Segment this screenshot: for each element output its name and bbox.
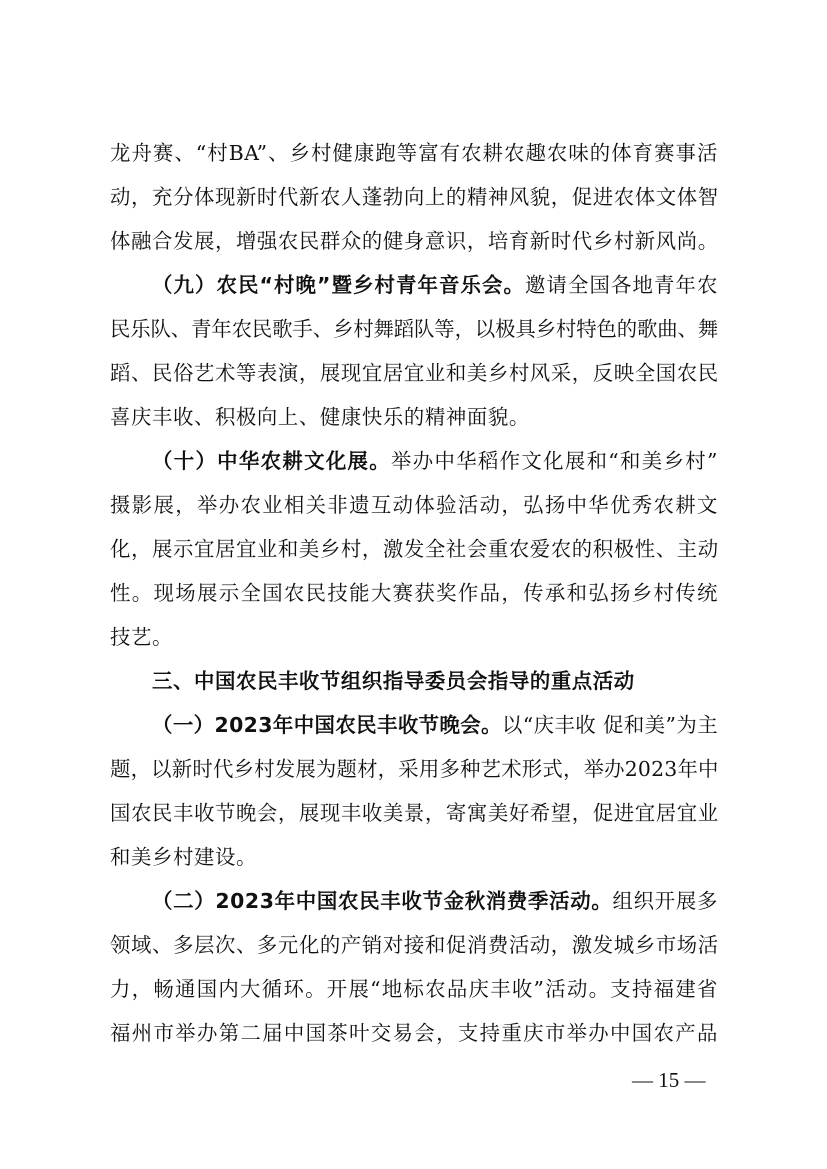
paragraph-first-line: [152, 265, 718, 305]
paragraph-first-line: [152, 705, 718, 745]
body-text: 举办中华稻作文化展和“和美乡村”: [391, 449, 718, 473]
body-text-line: 动，充分体现新时代新农人蓬勃向上的精神风貌，促进农体文体智: [110, 185, 719, 209]
body-text-line: 喜庆丰收、积极向上、健康快乐的精神面貌。: [110, 405, 530, 429]
body-text-line: 体融合发展，增强农民群众的健身意识，培育新时代乡村新风尚。: [110, 229, 719, 253]
item-heading: （二）2023年中国农民丰收节金秋消费季活动。: [152, 889, 613, 913]
body-text-line: 化，展示宜居宜业和美乡村，激发全社会重农爱农的积极性、主动: [110, 537, 719, 561]
body-text-line: 摄影展，举办农业相关非遗互动体验活动，弘扬中华优秀农耕文: [110, 493, 718, 517]
body-text-line: 技艺。: [110, 625, 173, 649]
body-text: 以“庆丰收 促和美”为主: [501, 713, 718, 737]
body-text-line: 民乐队、青年农民歌手、乡村舞蹈队等，以极具乡村特色的歌曲、舞: [110, 317, 718, 341]
section-heading: 三、中国农民丰收节组织指导委员会指导的重点活动: [152, 669, 635, 693]
body-text-line: 龙舟赛、“村BA”、乡村健康跑等富有农耕农趣农味的体育赛事活: [110, 141, 718, 165]
item-heading: （十）中华农耕文化展。: [152, 449, 392, 473]
item-heading: （九）农民“村晚”暨乡村青年音乐会。: [152, 273, 526, 297]
body-text-line: 福州市举办第二届中国茶叶交易会，支持重庆市举办中国农产品: [110, 1021, 718, 1045]
body-text: 邀请全国各地青年农: [525, 273, 718, 297]
body-text-line: 蹈、民俗艺术等表演，展现宜居宜业和美乡村风采，反映全国农民: [110, 361, 719, 385]
body-text-line: 题，以新时代乡村发展为题材，采用多种艺术形式，举办2023年中: [110, 757, 719, 781]
body-text: 组织开展多: [612, 889, 718, 913]
paragraph-first-line: [152, 881, 718, 921]
body-text-line: 国农民丰收节晚会，展现丰收美景，寄寓美好希望，促进宜居宜业: [110, 801, 719, 825]
body-text-line: 力，畅通国内大循环。开展“地标农品庆丰收”活动。支持福建省: [110, 977, 718, 1001]
item-heading: （一）2023年中国农民丰收节晚会。: [152, 713, 502, 737]
body-text-line: 领域、多层次、多元化的产销对接和促消费活动，激发城乡市场活: [110, 933, 719, 957]
page-number: — 15 —: [632, 1068, 706, 1092]
body-text-line: 和美乡村建设。: [110, 845, 257, 869]
body-text-line: 性。现场展示全国农民技能大赛获奖作品，传承和弘扬乡村传统: [110, 581, 718, 605]
paragraph-first-line: [152, 441, 718, 481]
